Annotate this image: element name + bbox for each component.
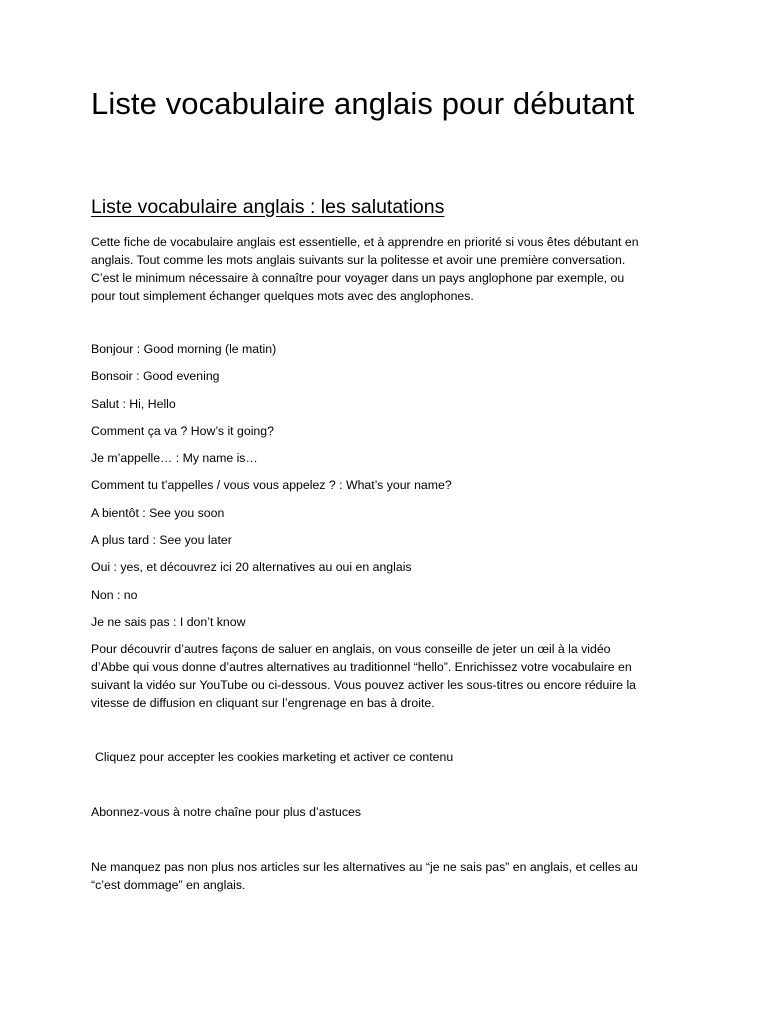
video-paragraph-line: d’Abbe qui vous donne d’autres alternatives au traditionnel “hello”. Enrichissez votre vocabulaire en <box>91 660 632 674</box>
intro-line: pour tout simplement échanger quelques mots avec des anglophones. <box>91 289 474 303</box>
page-title: Liste vocabulaire anglais pour débutant <box>91 86 635 121</box>
articles-line: Ne manquez pas non plus nos articles sur les alternatives au “je ne sais pas” en anglais, et celles au <box>91 860 638 874</box>
articles-paragraph <box>91 858 681 894</box>
intro-line: Cette fiche de vocabulaire anglais est essentielle, et à apprendre en priorité si vous êtes débutant en <box>91 235 639 249</box>
vocabulary-item: Comment ça va ? How’s it going? <box>91 423 274 438</box>
video-paragraph-line: Pour découvrir d’autres façons de saluer en anglais, on vous conseille de jeter un œil à la vidéo <box>91 642 611 656</box>
vocabulary-item: A bientôt : See you soon <box>91 505 225 520</box>
vocabulary-item: Je ne sais pas : I don’t know <box>91 614 246 629</box>
articles-line: “c’est dommage” en anglais. <box>91 878 246 892</box>
vocabulary-item: Bonjour : Good morning (le matin) <box>91 342 277 356</box>
vocabulary-item: Oui : yes, et découvrez ici 20 alternatives au oui en anglais <box>91 560 412 575</box>
vocabulary-list <box>91 340 452 640</box>
subscribe-text: Abonnez-vous à notre chaîne pour plus d’astuces <box>91 805 362 819</box>
intro-paragraph <box>91 233 681 305</box>
cookies-notice: Cliquez pour accepter les cookies marketing et activer ce contenu <box>95 750 454 764</box>
video-paragraph-line: suivant la vidéo sur YouTube ou ci-dessous. Vous pouvez activer les sous-titres ou encore réduire la <box>91 678 637 692</box>
vocabulary-item: Comment tu t’appelles / vous vous appelez ? : What’s your name? <box>91 478 452 493</box>
vocabulary-item: Je m’appelle… : My name is… <box>91 451 258 466</box>
intro-line: C’est le minimum nécessaire à connaître pour voyager dans un pays anglophone par exemple, ou <box>91 271 625 285</box>
video-paragraph-line: vitesse de diffusion en cliquant sur l’engrenage en bas à droite. <box>91 696 435 710</box>
vocabulary-item: A plus tard : See you later <box>91 533 232 548</box>
vocabulary-item: Non : no <box>91 587 138 602</box>
section-heading: Liste vocabulaire anglais : les salutations <box>91 196 445 218</box>
video-paragraph <box>91 640 681 712</box>
vocabulary-item: Salut : Hi, Hello <box>91 396 176 411</box>
intro-line: anglais. Tout comme les mots anglais suivants sur la politesse et avoir une première conversation. <box>91 253 626 267</box>
vocabulary-item: Bonsoir : Good evening <box>91 369 220 384</box>
